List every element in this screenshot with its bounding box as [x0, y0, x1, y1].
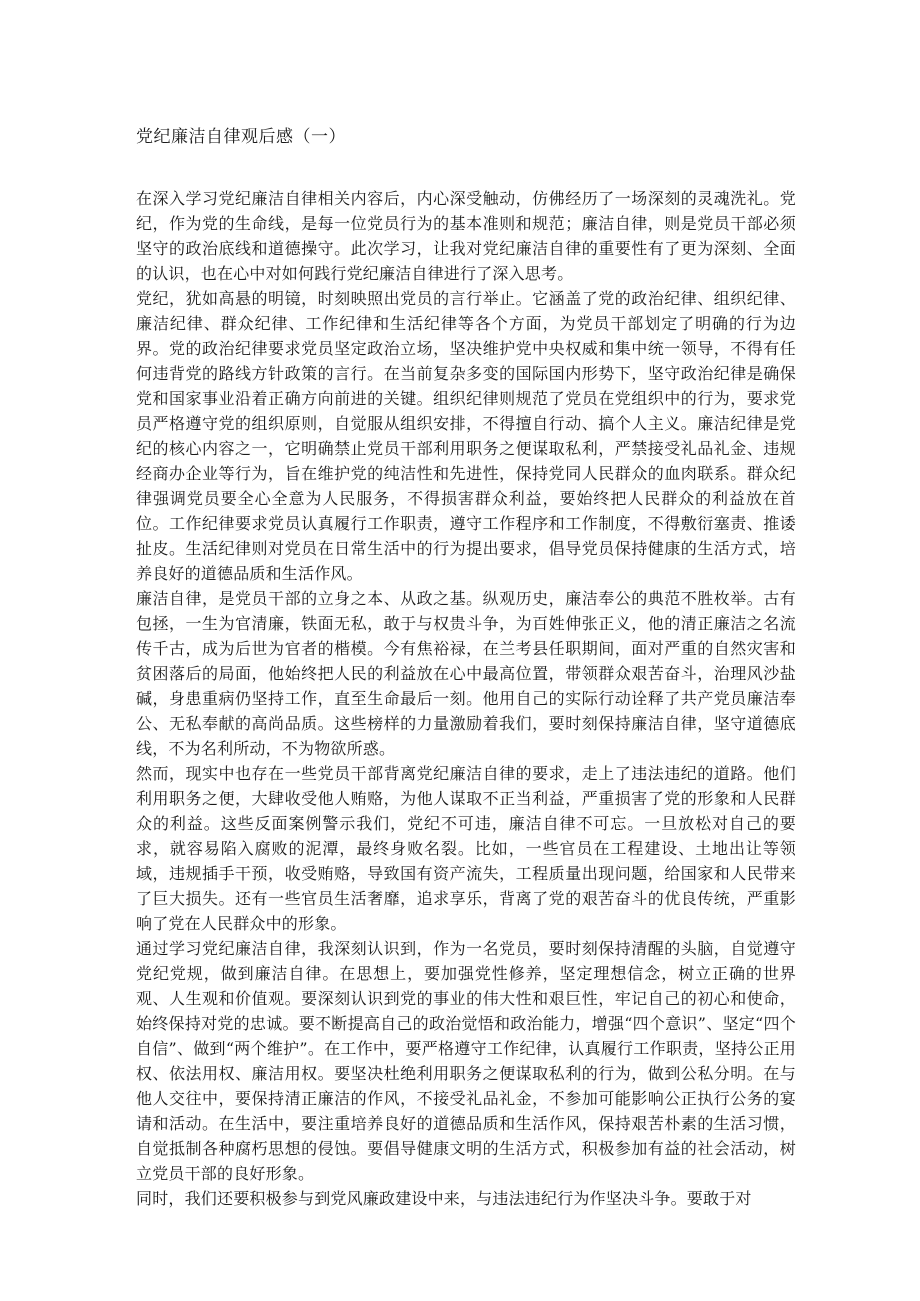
paragraph-negative-cases: 然而，现实中也存在一些党员干部背离党纪廉洁自律的要求，走上了违法违纪的道路。他们利用职务之便，大肆收受他人贿赂，为他人谋取不正当利益，严重损害了党的形象和人民群众的利益。这些反面案例警示我们，党纪不可违，廉洁自律不可忘。一旦放松对自己的要求，就容易陷入腐败的泥潭，最终身败名裂。比如，一些官员在工程建设、土地出让等领域，违规插手干预，收受贿赂，导致国有资产流失，工程质量出现问题，给国家和人民带来了巨大损失。还有一些官员生活奢靡，追求享乐，背离了党的艰苦奋斗的优良传统，严重影响了党在人民群众中的形象。 [136, 764, 796, 933]
paragraph-intro: 在深入学习党纪廉洁自律相关内容后，内心深受触动，仿佛经历了一场深刻的灵魂洗礼。党纪，作为党的生命线，是每一位党员行为的基本准则和规范；廉洁自律，则是党员干部必须坚守的政治底线和道德操守。此次学习，让我对党纪廉洁自律的重要性有了更为深刻、全面的认识，也在心中对如何践行党纪廉洁自律进行了深入思考。 [136, 189, 796, 283]
paragraph-party-discipline: 党纪，犹如高悬的明镜，时刻映照出党员的言行举止。它涵盖了党的政治纪律、组织纪律、廉洁纪律、群众纪律、工作纪律和生活纪律等各个方面，为党员干部划定了明确的行为边界。党的政治纪律要求党员坚定政治立场，坚决维护党中央权威和集中统一领导，不得有任何违背党的路线方针政策的言行。在当前复杂多变的国际国内形势下，坚守政治纪律是确保党和国家事业沿着正确方向前进的关键。组织纪律则规范了党员在党组织中的行为，要求党员严格遵守党的组织原则，自觉服从组织安排，不得擅自行动、搞个人主义。廉洁纪律是党纪的核心内容之一，它明确禁止党员干部利用职务之便谋取私利，严禁接受礼品礼金、违规经商办企业等行为，旨在维护党的纯洁性和先进性，保持党同人民群众的血肉联系。群众纪律强调党员要全心全意为人民服务，不得损害群众利益，要始终把人民群众的利益放在首位。工作纪律要求党员认真履行工作职责，遵守工作程序和工作制度，不得敷衍塞责、推诿扯皮。生活纪律则对党员在日常生活中的行为提出要求，倡导党员保持健康的生活方式，培养良好的道德品质和生活作风。 [136, 289, 796, 583]
document-page [136, 124, 796, 1211]
paragraph-integrity-examples: 廉洁自律，是党员干部的立身之本、从政之基。纵观历史，廉洁奉公的典范不胜枚举。古有包拯，一生为官清廉，铁面无私，敢于与权贵斗争，为百姓伸张正义，他的清正廉洁之名流传千古，成为后世为官者的楷模。今有焦裕禄，在兰考县任职期间，面对严重的自然灾害和贫困落后的局面，他始终把人民的利益放在心中最高位置，带领群众艰苦奋斗，治理风沙盐碱，身患重病仍坚持工作，直至生命最后一刻。他用自己的实际行动诠释了共产党员廉洁奉公、无私奉献的高尚品质。这些榜样的力量激励着我们，要时刻保持廉洁自律，坚守道德底线，不为名利所动，不为物欲所惑。 [136, 589, 796, 758]
paragraph-personal-practice: 通过学习党纪廉洁自律，我深刻认识到，作为一名党员，要时刻保持清醒的头脑，自觉遵守党纪党规，做到廉洁自律。在思想上，要加强党性修养，坚定理想信念，树立正确的世界观、人生观和价值观。要深刻认识到党的事业的伟大性和艰巨性，牢记自己的初心和使命，始终保持对党的忠诚。要不断提高自己的政治觉悟和政治能力，增强“四个意识”、坚定“四个自信”、做到“两个维护”。在工作中，要严格遵守工作纪律，认真履行工作职责，坚持公正用权、依法用权、廉洁用权。要坚决杜绝利用职务之便谋取私利的行为，做到公私分明。在与他人交往中，要保持清正廉洁的作风，不接受礼品礼金，不参加可能影响公正执行公务的宴请和活动。在生活中，要注重培养良好的道德品质和生活作风，保持艰苦朴素的生活习惯，自觉抵制各种腐朽思想的侵蚀。要倡导健康文明的生活方式，积极参加有益的社会活动，树立党员干部的良好形象。 [136, 939, 796, 1183]
document-body [136, 186, 796, 1211]
paragraph-participation: 同时，我们还要积极参与到党风廉政建设中来，与违法违纪行为作坚决斗争。要敢于对 [136, 1189, 752, 1208]
document-title: 党纪廉洁自律观后感（一） [136, 127, 346, 147]
